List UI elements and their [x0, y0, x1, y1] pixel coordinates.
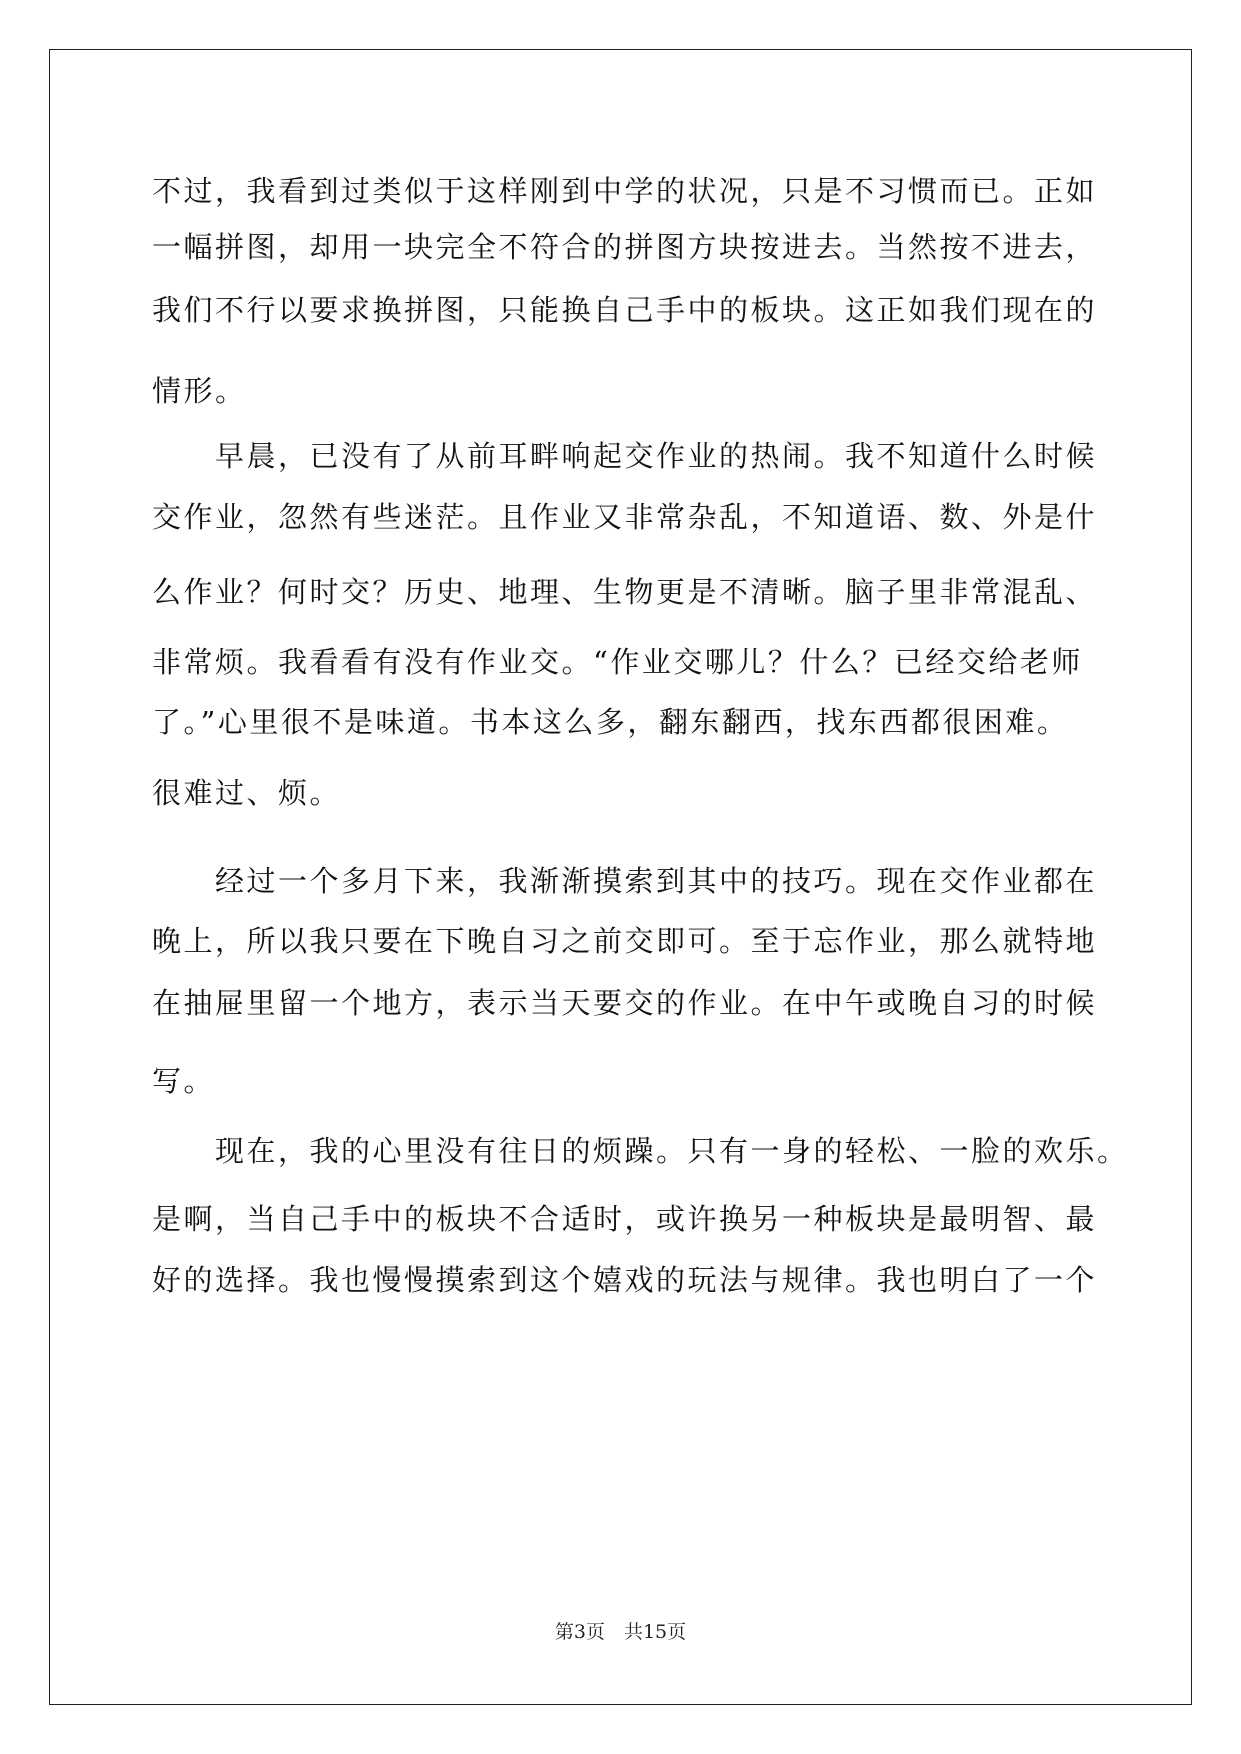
text-line: 现在，我的心里没有往日的烦躁。只有一身的轻松、一脸的欢乐。 — [152, 1134, 1129, 1168]
text-line: 好的选择。我也慢慢摸索到这个嬉戏的玩法与规律。我也明白了一个 — [152, 1263, 1098, 1297]
text-line: 我们不行以要求换拼图，只能换自己手中的板块。这正如我们现在的 — [152, 293, 1098, 327]
text-line: 非常烦。我看看有没有作业交。“作业交哪儿？什么？已经交给老师 — [152, 645, 1083, 679]
text-line: 经过一个多月下来，我渐渐摸索到其中的技巧。现在交作业都在 — [152, 864, 1098, 898]
text-line: 了。”心里很不是味道。书本这么多，翻东翻西，找东西都很困难。 — [152, 705, 1069, 739]
text-line: 么作业？何时交？历史、地理、生物更是不清晰。脑子里非常混乱、 — [152, 575, 1098, 609]
text-line: 写。 — [152, 1064, 216, 1098]
text-line: 很难过、烦。 — [152, 776, 342, 810]
page-number-footer: 第3页 共15页 — [554, 1621, 687, 1643]
text-line: 交作业，忽然有些迷茫。且作业又非常杂乱，不知道语、数、外是什 — [152, 500, 1098, 534]
text-line: 一幅拼图，却用一块完全不符合的拼图方块按进去。当然按不进去， — [152, 230, 1098, 264]
text-line: 在抽屉里留一个地方，表示当天要交的作业。在中午或晚自习的时候 — [152, 986, 1098, 1020]
text-line: 早晨，已没有了从前耳畔响起交作业的热闹。我不知道什么时候 — [152, 439, 1098, 473]
text-line: 晚上，所以我只要在下晚自习之前交即可。至于忘作业，那么就特地 — [152, 924, 1098, 958]
text-line: 情形。 — [152, 374, 247, 408]
text-line: 不过，我看到过类似于这样刚到中学的状况，只是不习惯而已。正如 — [152, 174, 1098, 208]
text-line: 是啊，当自己手中的板块不合适时，或许换另一种板块是最明智、最 — [152, 1202, 1098, 1236]
